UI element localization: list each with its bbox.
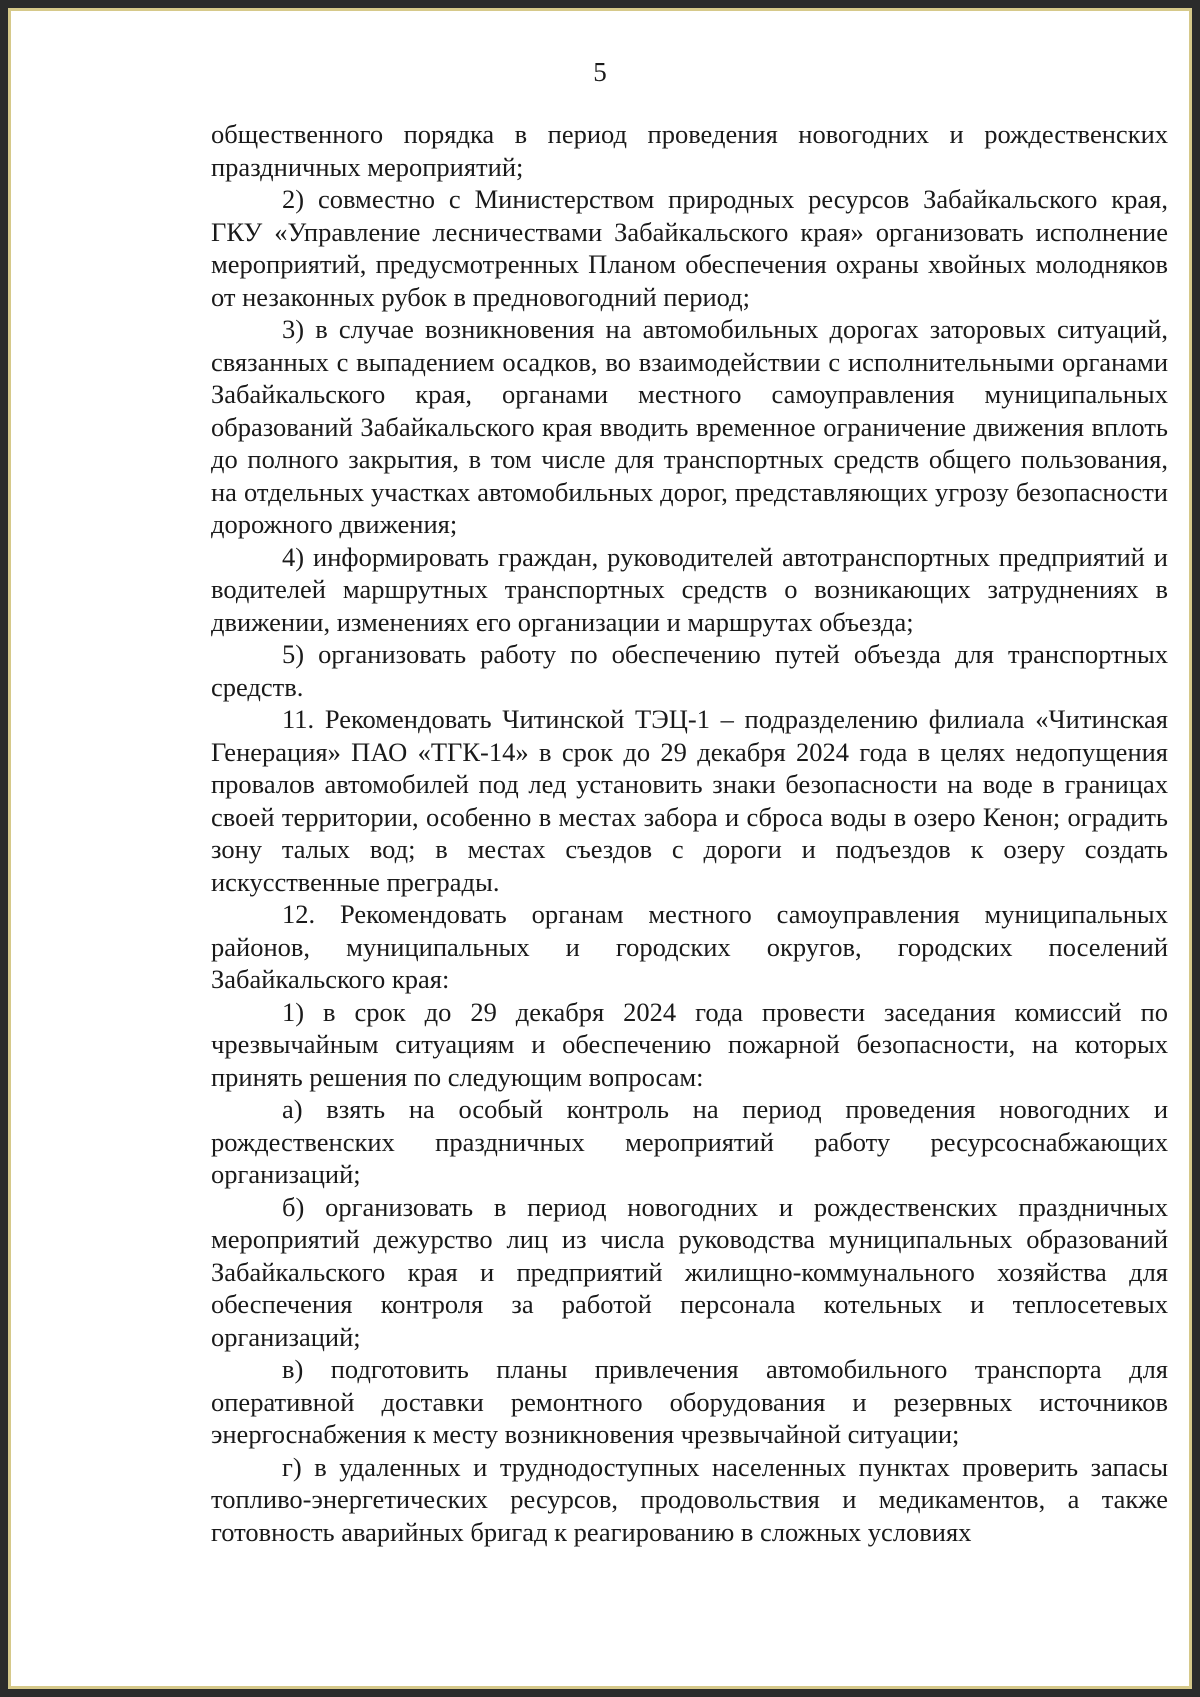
paragraph-subitem-g: г) в удаленных и труднодоступных населенных пунктах проверить запасы топливо-энергетических ресурсов, продовольствия и медикаментов, а также готовность аварийных бригад к реагированию в сложных условиях [211, 1451, 1168, 1547]
paragraph-subitem-b: б) организовать в период новогодних и рождественских праздничных мероприятий дежурство лиц из числа руководства муниципальных образований Забайкальского края и предприятий жилищно-коммунального хозяйства для обеспечения контроля за работой персонала котельных и теплосетевых организаций; [211, 1191, 1168, 1352]
paragraph-item-2: 2) совместно с Министерством природных ресурсов Забайкальского края, ГКУ «Управление лесничествами Забайкальского края» организовать исполнение мероприятий, предусмотренных Планом обеспечения охраны хвойных молодняков от незаконных рубок в предновогодний период; [211, 184, 1168, 312]
page-number: 5 [593, 57, 607, 87]
paragraph-item-3: 3) в случае возникновения на автомобильных дорогах заторовых ситуаций, связанных с выпадением осадков, во взаимодействии с исполнительными органами Забайкальского края, органами местного самоуправления муниципальных образований Забайкальского края вводить временное ограничение движения вплоть до полного закрытия, в том числе для транспортных средств общего пользования, на отдельных участках автомобильных дорог, представляющих угрозу безопасности дорожного движения; [211, 314, 1168, 539]
paragraph-continuation: общественного порядка в период проведения новогодних и рождественских праздничных мероприятий; [211, 119, 1168, 182]
paragraph-item-4: 4) информировать граждан, руководителей автотранспортных предприятий и водителей маршрутных транспортных средств о возникающих затруднениях в движении, изменениях его организации и маршрутах объезда; [211, 541, 1168, 637]
paragraph-subitem-a: а) взять на особый контроль на период проведения новогодних и рождественских праздничных мероприятий работу ресурсоснабжающих организаций; [211, 1094, 1168, 1189]
paragraph-subitem-1: 1) в срок до 29 декабря 2024 года провести заседания комиссий по чрезвычайным ситуациям и обеспечению пожарной безопасности, на которых принять решения по следующим вопросам: [211, 996, 1168, 1092]
paragraph-section-11: 11. Рекомендовать Читинской ТЭЦ-1 – подразделению филиала «Читинская Генерация» ПАО «ТГК-14» в срок до 29 декабря 2024 года в целях недопущения провалов автомобилей под лед установить знаки безопасности на воде в границах своей территории, особенно в местах забора и сброса воды в озеро Кенон; оградить зону талых вод; в местах съездов с дороги и подъездов к озеру создать искусственные преграды. [211, 704, 1168, 897]
paragraph-item-5: 5) организовать работу по обеспечению путей объезда для транспортных средств. [211, 639, 1168, 702]
paragraph-section-12: 12. Рекомендовать органам местного самоуправления муниципальных районов, муниципальных и городских округов, городских поселений Забайкальского края: [211, 899, 1168, 994]
document-body [211, 118, 1168, 1548]
paragraph-subitem-v: в) подготовить планы привлечения автомобильного транспорта для оперативной доставки ремонтного оборудования и резервных источников энергоснабжения к месту возникновения чрезвычайной ситуации; [211, 1354, 1168, 1449]
